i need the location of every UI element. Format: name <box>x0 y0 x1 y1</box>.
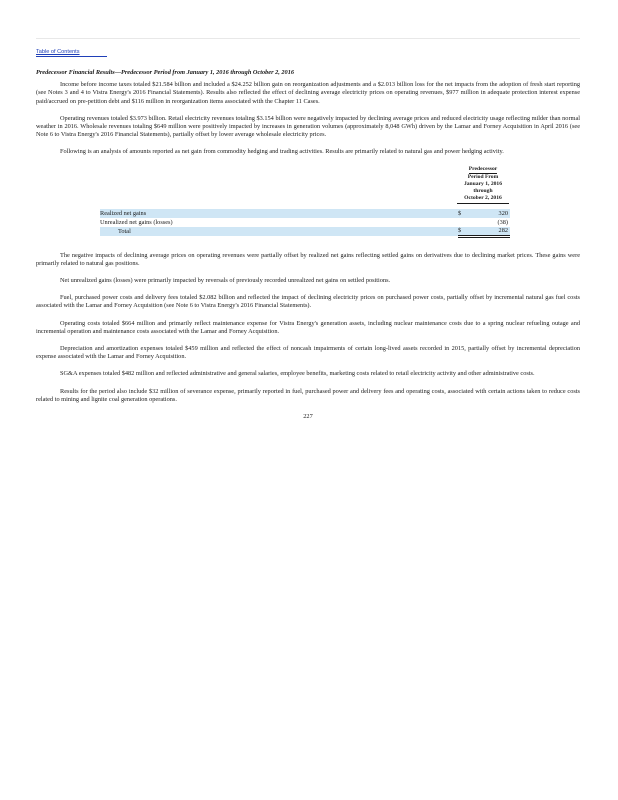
hedging-table <box>36 166 580 238</box>
column-header-line: through <box>473 188 493 195</box>
row-value: 320 <box>498 209 508 217</box>
table-row-total <box>100 227 510 236</box>
paragraph-severance: Results for the period also include $32 million of severance expense, primarily reported in fuel, purchased power and delivery fees and operating costs, associated with certain actions taken to reduce costs related to mining and lignite coal generation operations. <box>36 387 580 403</box>
paragraph-sga: SG&A expenses totaled $482 million and reflected administrative and general salaries, employee benefits, marketing costs related to retail electricity activity and other administrative costs. <box>60 370 535 378</box>
section-heading: Predecessor Financial Results—Predecessor Period from January 1, 2016 through October 2, 2016 <box>36 69 295 76</box>
page-number: 227 <box>303 413 313 421</box>
paragraph-realized-gains: The negative impacts of declining average prices on operating revenues were partially offset by realized net gains reflecting settled gains on derivatives due to declining market prices. These gains were primarily related to natural gas positions. <box>36 251 580 267</box>
row-label: Unrealized net gains (losses) <box>100 218 173 226</box>
row-value: (38) <box>497 218 508 226</box>
header-rule <box>36 38 580 39</box>
column-header-line: Predecessor <box>469 166 497 174</box>
paragraph-unrealized-gains: Net unrealized gains (losses) were primarily impacted by reversals of previously recorded unrealized net gains on settled positions. <box>60 277 391 285</box>
paragraph-fuel-costs: Fuel, purchased power costs and delivery fees totaled $2.082 billion and reflected the impact of declining electricity prices on purchased power costs, partially offset by incremental natural gas fuel costs associated with the Lamar and Forney Acquisition (see Note 6 to Vistra Energy's 2016 Financial Statements). <box>36 294 580 310</box>
paragraph-operating-costs: Operating costs totaled $664 million and primarily reflect maintenance expense for Vistra Energy's generation assets, including nuclear maintenance costs due to a spring nuclear refueling outage and incremental operation and maintenance costs associated with the Lamar and Forney Acquisition. <box>36 319 580 335</box>
column-header-line: January 1, 2016 <box>463 181 503 188</box>
paragraph-depreciation: Depreciation and amortization expenses totaled $459 million and reflected the effect of noncash impairments of certain long-lived assets recorded in 2015, partially offset by incremental depreciation expense associated with the Lamar and Forney Acquisition. <box>36 345 580 361</box>
paragraph-income: Income before income taxes totaled $21.584 billion and included a $24.252 billion gain on reorganization adjustments and a $2.013 billion loss for the net impacts from the adoption of fresh start reporting (see Notes 3 and 4 to Vistra Energy's 2016 Financial Statements). Results also reflected the effect of declining average electricity prices on operating revenues, $977 million in adequate protection interest expense paid/accrued on pre-petition debt and $116 million in reorganization items associated with the Chapter 11 Cases. <box>36 81 580 105</box>
table-of-contents-link[interactable]: Table of Contents <box>36 49 107 57</box>
table-row <box>100 218 510 227</box>
paragraph-hedging-intro: Following is an analysis of amounts reported as net gain from commodity hedging and trading activities. Results are primarily related to natural gas and power hedging activity. <box>60 148 504 156</box>
table-column-header <box>457 166 509 204</box>
row-label: Total <box>118 227 131 235</box>
column-header-line: October 2, 2016 <box>457 195 509 203</box>
table-row <box>100 209 510 218</box>
content-body <box>36 69 580 421</box>
row-currency: $ <box>458 209 462 217</box>
row-label: Realized net gains <box>100 209 147 217</box>
column-header-line: Period From <box>467 173 499 180</box>
row-currency: $ <box>458 227 510 238</box>
row-value: 282 <box>499 227 508 238</box>
paragraph-revenues: Operating revenues totaled $3.973 billion. Retail electricity revenues totaling $3.154 billion were negatively impacted by declining average prices and reduced electricity usage reflecting milder than normal weather in 2016. Wholesale revenues totaling $649 million were positively impacted by increases in generation volumes (approximately 8,048 GWh) driven by the Lamar and Forney Acquisition in April 2016 (see Note 6 to Vistra Energy's 2016 Financial Statements), partially offset by lower average wholesale electricity prices. <box>36 114 580 139</box>
